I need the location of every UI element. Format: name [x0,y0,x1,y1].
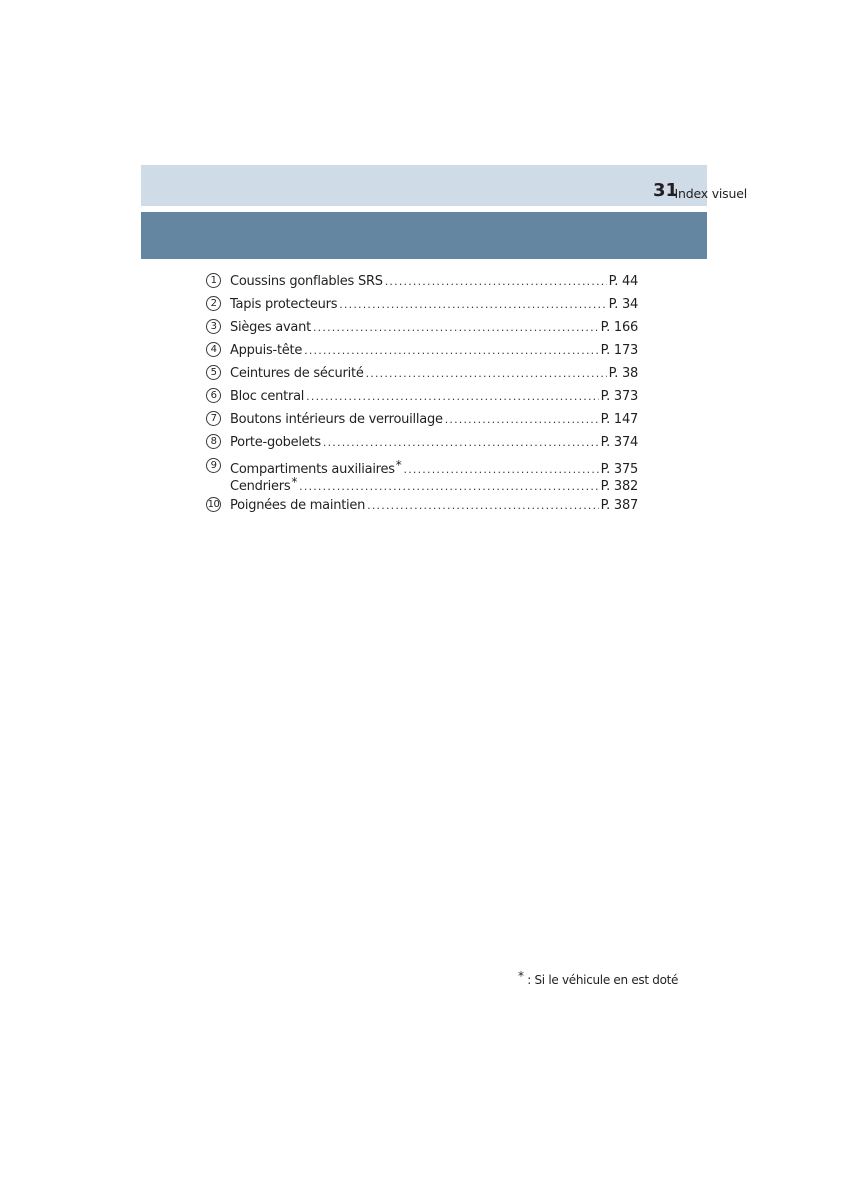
entry-label [230,316,311,339]
item-number-badge: 5 [206,365,221,380]
entry-label [230,293,337,316]
entry-label-text: Poignées de maintien [230,498,366,513]
dot-leader [304,339,598,362]
dot-leader [306,385,598,408]
entry-label [230,270,383,293]
entry-label-text: Compartiments auxiliaires [230,462,395,477]
dot-leader [404,461,599,478]
index-entry [230,494,638,517]
section-title: Index visuel [674,186,747,201]
page-reference-link[interactable]: P. 44 [608,274,638,289]
item-number-badge: 3 [206,319,221,334]
entry-label [230,339,302,362]
item-number-badge: 2 [206,296,221,311]
asterisk-marker: * [291,475,298,489]
entry-label-text: Appuis-tête [230,343,303,358]
item-number-badge: 8 [206,434,221,449]
item-number-badge: 6 [206,388,221,403]
entry-label-text: Boutons intérieurs de verrouillage [230,412,443,427]
entry-label [230,362,364,385]
index-entry [230,362,638,385]
dot-leader [445,408,599,431]
list-item [206,408,638,431]
index-entry [230,431,638,454]
index-entry [230,293,638,316]
page-reference-link[interactable]: P. 173 [600,343,638,358]
list-item [206,339,638,362]
item-number-badge: 9 [206,458,221,473]
index-list [206,270,638,517]
footnote-text: : Si le véhicule en est doté [523,973,679,987]
index-entry [230,457,638,477]
entry-label-text: Coussins gonflables SRS [230,274,383,289]
entry-label [230,408,443,431]
page-reference-link[interactable]: P. 166 [600,320,638,335]
index-entry [230,339,638,362]
page-reference-link[interactable]: P. 373 [600,389,638,404]
entry-label [230,494,365,517]
item-number-badge: 4 [206,342,221,357]
page-number: 31 [653,180,679,201]
entry-label-text: Tapis protecteurs [230,297,338,312]
page-reference-link[interactable]: P. 374 [600,435,638,450]
list-item [206,316,638,339]
entry-label-text: Ceintures de sécurité [230,366,364,381]
list-item [206,270,638,293]
page-reference-link[interactable]: P. 147 [600,412,638,427]
item-number-badge: 10 [207,499,220,510]
dot-leader [385,270,607,293]
dot-leader [366,362,607,385]
page-reference-link[interactable]: P. 375 [600,462,638,477]
entry-label-text: Bloc central [230,389,305,404]
list-item [206,362,638,385]
dot-leader [367,494,598,517]
list-item [206,431,638,454]
entry-label [230,431,321,454]
page-reference-link[interactable]: P. 382 [600,479,638,494]
index-entry [230,270,638,293]
index-entry [230,408,638,431]
index-entry [230,385,638,408]
title-band [141,212,707,259]
list-item [206,293,638,316]
list-item [206,454,638,494]
footnote [518,969,678,987]
item-number-badge: 7 [206,411,221,426]
page-reference-link[interactable]: P. 38 [608,366,638,381]
list-item [206,385,638,408]
list-item [206,494,638,517]
entry-label-text: Cendriers [230,479,291,494]
footnote-asterisk: * [518,969,524,983]
dot-leader [299,478,598,495]
dot-leader [339,293,606,316]
index-entry [230,316,638,339]
page-reference-link[interactable]: P. 387 [600,498,638,513]
asterisk-marker: * [395,458,402,472]
entry-label [230,385,304,408]
dot-leader [323,431,599,454]
header-band [141,165,707,206]
item-number-badge: 1 [206,273,221,288]
entry-label-text: Porte-gobelets [230,435,321,450]
dot-leader [313,316,599,339]
entry-label [230,474,297,495]
entry-label-text: Sièges avant [230,320,311,335]
page-reference-link[interactable]: P. 34 [608,297,638,312]
